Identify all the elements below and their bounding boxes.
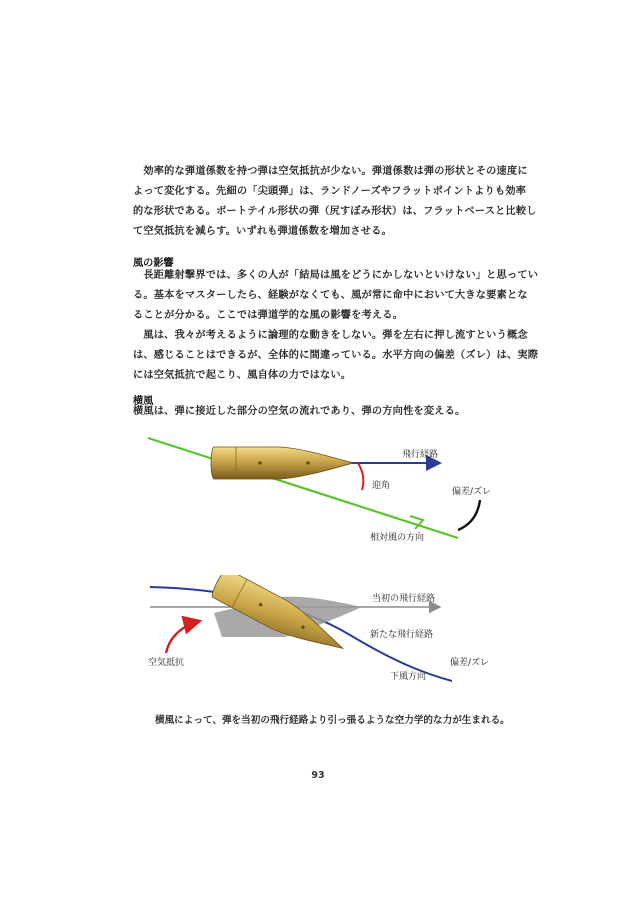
diagram-angle-of-attack	[140, 430, 510, 550]
paragraph-crosswind	[133, 402, 511, 422]
text-line: は、感じることはできるが、全体的に間違っている。水平方向の偏差（ズレ）は、実際	[133, 350, 539, 361]
text-line: 的な形状である。ボートテイル形状の弾（尻すぼみ形状）は、フラットベースと比較し	[133, 206, 537, 217]
bullet-icon	[211, 447, 353, 479]
label-downwind: 下風方向	[390, 672, 427, 682]
label-air-resistance: 空気抵抗	[148, 658, 185, 668]
diagram-wind-drift	[140, 575, 510, 695]
label-relative-wind: 相対風の方向	[370, 533, 425, 543]
text-line: る。基本をマスターしたら、経験がなくても、風が常に命中において大きな要素とな	[133, 290, 528, 301]
text-line: 風は、我々が考えるように論理的な動きをしない。弾を左右に押し流すという概念	[133, 330, 528, 341]
label-flight-path: 飛行経路	[402, 450, 439, 460]
page-number: 93	[311, 770, 325, 781]
text-line: 長距離射撃界では、多くの人が「結局は風をどうにかしないといけない」と思ってい	[133, 270, 539, 281]
text-line: には空気抵抗で起こり、風自体の力ではない。	[133, 370, 352, 381]
label-new-path: 新たな飛行経路	[370, 630, 434, 640]
paragraph-ballistic-coefficient	[133, 162, 537, 242]
deflection-pointer	[458, 500, 480, 530]
label-initial-path: 当初の飛行経路	[372, 594, 436, 604]
section-heading-crosswind: 横風	[133, 396, 154, 407]
section-heading-wind: 風の影響	[133, 258, 174, 269]
label-deflection: 偏差/ズレ	[450, 658, 490, 668]
figure-caption: 横風によって、弾を当初の飛行経路より引っ張るような空力学的な力が生まれる。	[155, 715, 510, 726]
paragraph-wind-effect	[133, 266, 539, 386]
label-angle-of-attack: 迎角	[372, 481, 391, 491]
text-line: ることが分かる。ここでは弾道学的な風の影響を考える。	[133, 310, 404, 321]
text-line: よって変化する。先細の「尖頭弾」は、ランドノーズやフラットポイントよりも効率	[133, 186, 527, 197]
text-line: て空気抵抗を減らす。いずれも弾道係数を増加させる。	[133, 226, 392, 237]
label-deflection: 偏差/ズレ	[452, 487, 492, 497]
text-line: 効率的な弾道係数を持つ弾は空気抵抗が少ない。弾道係数は弾の形状とその速度に	[133, 166, 528, 177]
air-resistance-arrow	[166, 621, 200, 653]
text-line: 横風は、弾に接近した部分の空気の流れであり、弾の方向性を変える。	[133, 406, 466, 417]
angle-arc	[358, 463, 363, 490]
